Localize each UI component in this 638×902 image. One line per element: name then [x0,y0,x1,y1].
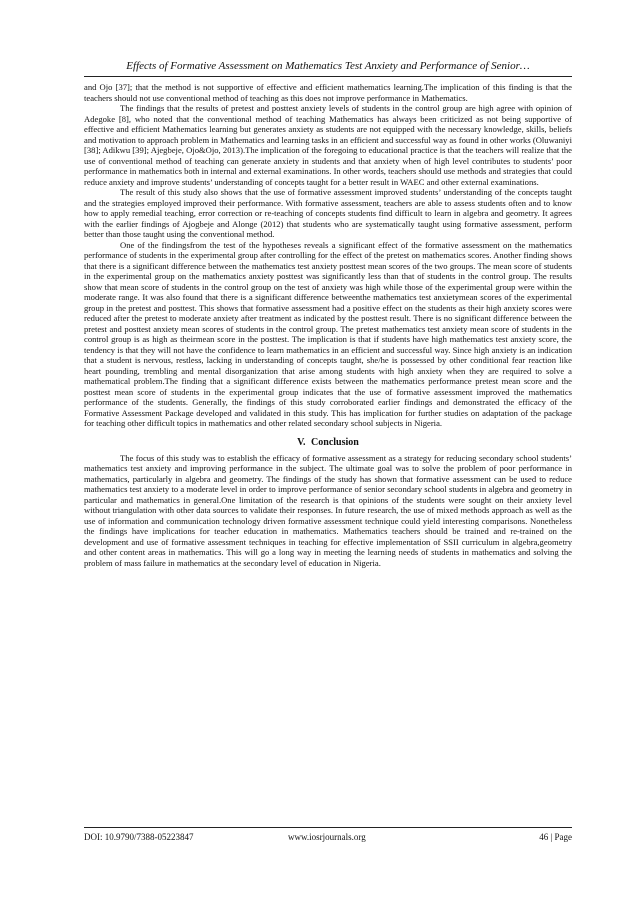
article-body [84,82,572,568]
body-paragraph-formative-results: The result of this study also shows that the use of formative assessment improved students’ understanding of the concepts taught and the strategies employed improved their performance. With formative assessment, teachers are able to assess students often and to know how to apply remedial teaching, error correction or re-teaching of concepts students find difficult to learn in algebra and geometry. It agrees with the earlier findings of Ajogbeje and Alonge (2012) that students who are systematically taught using formative assessment, perform better than those taught using the conventional method. [84,187,572,239]
footer-divider [84,827,572,828]
body-paragraph-continued: and Ojo [37]; that the method is not supportive of effective and efficient mathematics learning.The implication of this finding is that the teachers should not use conventional method of teaching as this does not improve performance in Mathematics. [84,82,572,103]
conclusion-heading: V. Conclusion [297,436,359,448]
footer-website-link[interactable]: www.iosrjournals.org [288,832,366,842]
header-divider [84,76,572,77]
footer-page-number: 46 | Page [539,832,572,842]
conclusion-paragraph: The focus of this study was to establish the efficacy of formative assessment as a strategy for reducing secondary school students’ mathematics test anxiety and improving performance in the subject. The ultimate goal was to solve the problem of poor performance in mathematics, particularly in algebra and geometry. The findings of the study has shown that formative assessment can be used to reduce mathematics test anxiety to a moderate level in order to improve performance of senior secondary school students in algebra and geometry in particular and mathematics in general.One limitation of the research is that opinions of the students were sought on their anxiety level without triangulation with other data sources to validate their responses. In future research, the use of mixed methods approach as well as the use of information and communication technology driven formative assessment technique could yield interesting comparisons. Nonetheless the findings have implications for teacher education in mathematics. Mathematics teachers should be trained and re-trained on the development and use of formative assessment techniques in teaching for effective implementation of SSII curriculum in algebra,geometry and other content areas in mathematics. This will go a long way in meeting the learning needs of students in mathematics and solving the problem of mass failure in mathematics at the secondary level of education in Nigeria. [84,452,572,568]
footer-doi: DOI: 10.9790/7388-05223847 [84,832,194,842]
running-header-title: Effects of Formative Assessment on Mathematics Test Anxiety and Performance of Senior… [126,60,530,72]
body-paragraph-hypotheses-findings: One of the findingsfrom the test of the hypotheses reveals a significant effect of the formative assessment on the mathematics performance of students in the experimental group after controlling for the effect of the pretest on mathematics scores. Another finding shows that there is a significant difference between the mathematics test anxiety posttest mean scores of the two groups. The mean score of students in the experimental group on the mathematics anxiety posttest was significantly less than that of students in the control group. The results show that mean score of students in the control group on the test of anxiety was high while those of the experimental group were within the moderate range. It was also found that there is a significant difference betweenthe mathematics test anxietymean scores of the experimental group in the pretest and posttest. This shows that formative assessment had a positive effect on the students as their high anxiety scores were reduced after the pretest to moderate anxiety after treatment as indicated by the posttest result. There is no significant difference between the pretest and posttest anxiety mean scores of students in the control group. The pretest mathematics test anxiety mean score of students in the control group is as high as theirmean score in the posttest. The implication is that if students have high mathematics test anxiety score, the tendency is that they will not have the confidence to learn mathematics in an efficient and successful way. Since high anxiety is an indication that a student is nervous, restless, lacking in understanding of concepts taught, she/he is possessed by other conditional fear reaction like heart pounding, trembling and mental disorganization that arise among students with high anxiety when they are required to solve a mathematical problem.The finding that a significant difference exists between the mathematics performance pretest mean score and the posttest mean score of students in the experimental group indicates that the use of formative assessment improved the mathematics performance of the students. Generally, the findings of this study corroborated earlier findings and demonstrated the efficacy of the Formative Assessment Package developed and validated in this study. This has implication for further studies on adaptation of the package for teaching other difficult topics in mathematics and other related secondary school subjects in Nigeria. [84,239,572,428]
body-paragraph-control-group-findings: The findings that the results of pretest and posttest anxiety levels of students in the control group are high agree with opinion of Adegoke [8], who noted that the conventional method of teaching Mathematics has always been criticized as not being supportive of effective and efficient Mathematics learning but generates anxiety as students are not equipped with the necessary knowledge, skills, beliefs and motivation to approach problem in Mathematics and learning tasks in an efficient and successful way as found in other works (Oluwaniyi [38]; Adikwu [39]; Ajegbeje, Ojo&Ojo, 2013).The implication of the foregoing to educational practice is that the teachers will realize that the use of conventional method of teaching can generate anxiety in students and that anxiety when of high level contributes to students’ poor performance in mathematics both in internal and external examinations. In other words, teachers should use methods and strategies that could reduce anxiety and improve students’ understanding of concepts taught for a better result in WAEC and other external examinations. [84,103,572,187]
page-footer [84,831,572,843]
